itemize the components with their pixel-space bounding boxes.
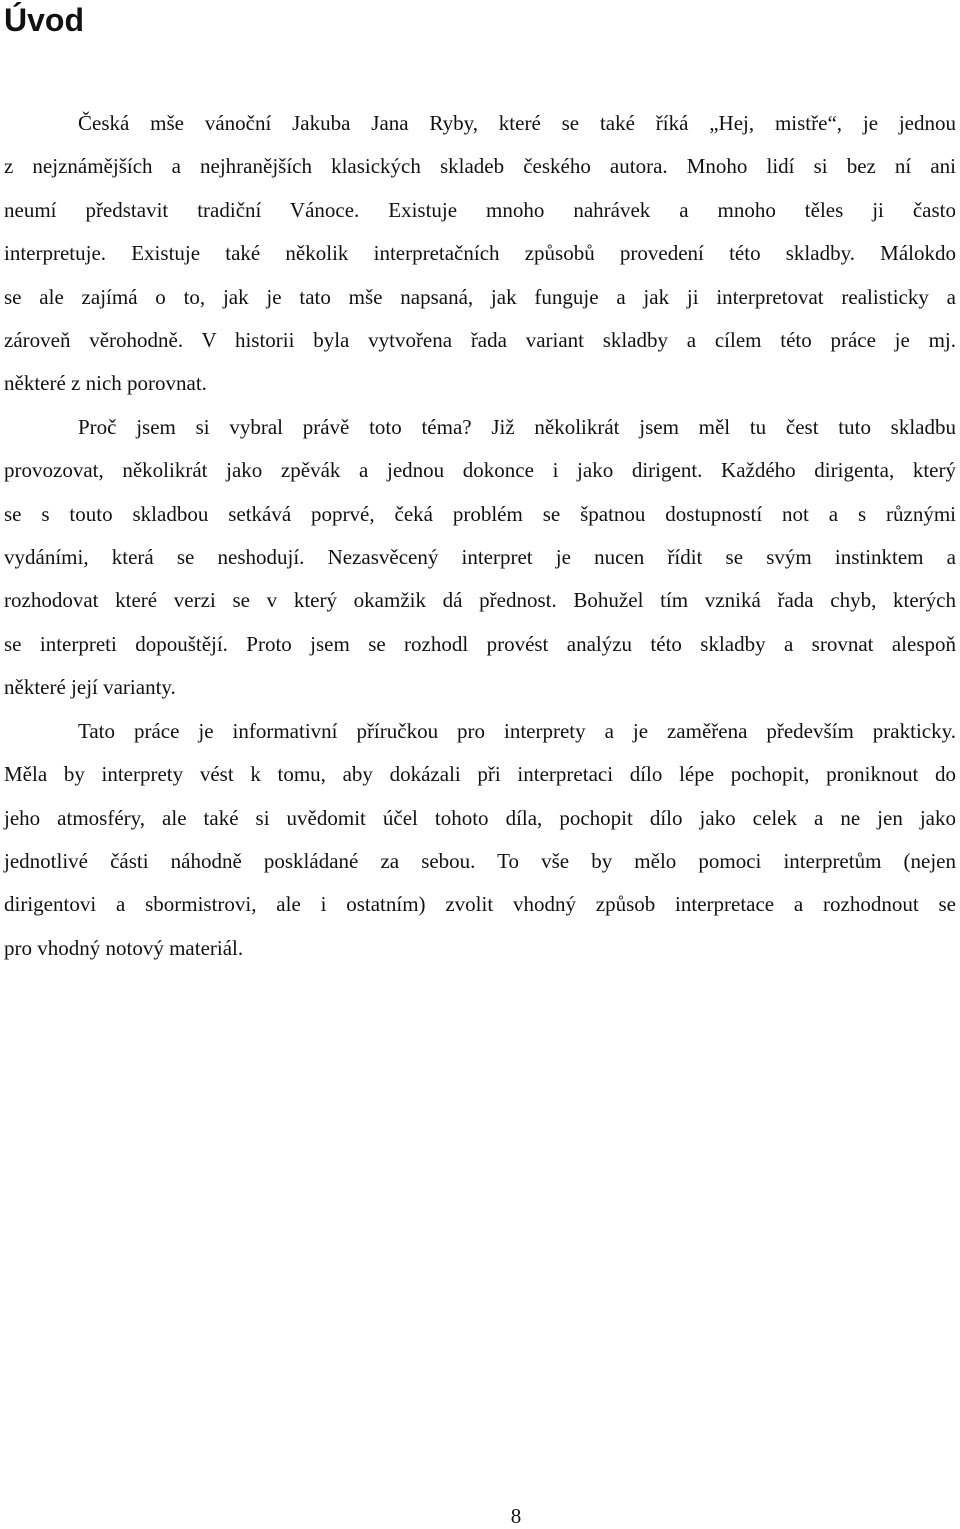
paragraph-1: [4, 102, 956, 406]
text-line: jednotlivé části náhodně poskládané za sebou. To vše by mělo pomoci interpretům (nejen: [4, 848, 956, 873]
text-line: provozovat, několikrát jako zpěvák a jednou dokonce i jako dirigent. Každého dirigenta, který: [4, 458, 956, 483]
text-line: Česká mše vánoční Jakuba Jana Ryby, které se také říká „Hej, mistře“, je jednou: [78, 111, 956, 135]
text-line: Tato práce je informativní příručkou pro interprety a je zaměřena především prakticky.: [78, 718, 956, 743]
text-line: neumí představit tradiční Vánoce. Existuje mnoho nahrávek a mnoho těles ji často: [4, 197, 956, 222]
text-line: některé její varianty.: [4, 675, 176, 700]
text-line: se s touto skladbou setkává poprvé, čeká problém se špatnou dostupností not a s různými: [4, 501, 956, 526]
text-line: některé z nich porovnat.: [4, 371, 207, 396]
text-line: se interpreti dopouštějí. Proto jsem se rozhodl provést analýzu této skladby a srovnat alespoň: [4, 631, 956, 656]
text-line: vydáními, která se neshodují. Nezasvěcený interpret je nucen řídit se svým instinktem a: [4, 545, 956, 570]
text-line: Proč jsem si vybral právě toto téma? Již několikrát jsem měl tu čest tuto skladbu: [78, 414, 956, 439]
document-body: [4, 102, 956, 970]
text-line: rozhodovat které verzi se v který okamžik dá přednost. Bohužel tím vzniká řada chyb, kterých: [4, 588, 956, 613]
paragraph-3: [4, 710, 956, 970]
page-title: Úvod: [4, 2, 84, 38]
text-line: interpretuje. Existuje také několik interpretačních způsobů provedení této skladby. Málokdo: [4, 241, 956, 266]
paragraph-2: [4, 406, 956, 710]
text-line: zároveň věrohodně. V historii byla vytvořena řada variant skladby a cílem této práce je mj.: [4, 328, 956, 353]
text-line: jeho atmosféry, ale také si uvědomit účel tohoto díla, pochopit dílo jako celek a ne jen jako: [4, 805, 956, 830]
page-number: 8: [510, 1504, 522, 1528]
text-line: pro vhodný notový materiál.: [4, 935, 244, 960]
text-line: se ale zajímá o to, jak je tato mše napsaná, jak funguje a jak ji interpretovat realisticky a: [4, 284, 956, 309]
text-line: Měla by interprety vést k tomu, aby dokázali při interpretaci dílo lépe pochopit, proniknout do: [4, 762, 956, 787]
text-line: z nejznámějších a nejhranějších klasických skladeb českého autora. Mnoho lidí si bez ní ani: [4, 154, 956, 179]
text-line: dirigentovi a sbormistrovi, ale i ostatním) zvolit vhodný způsob interpretace a rozhodnout se: [4, 892, 956, 917]
